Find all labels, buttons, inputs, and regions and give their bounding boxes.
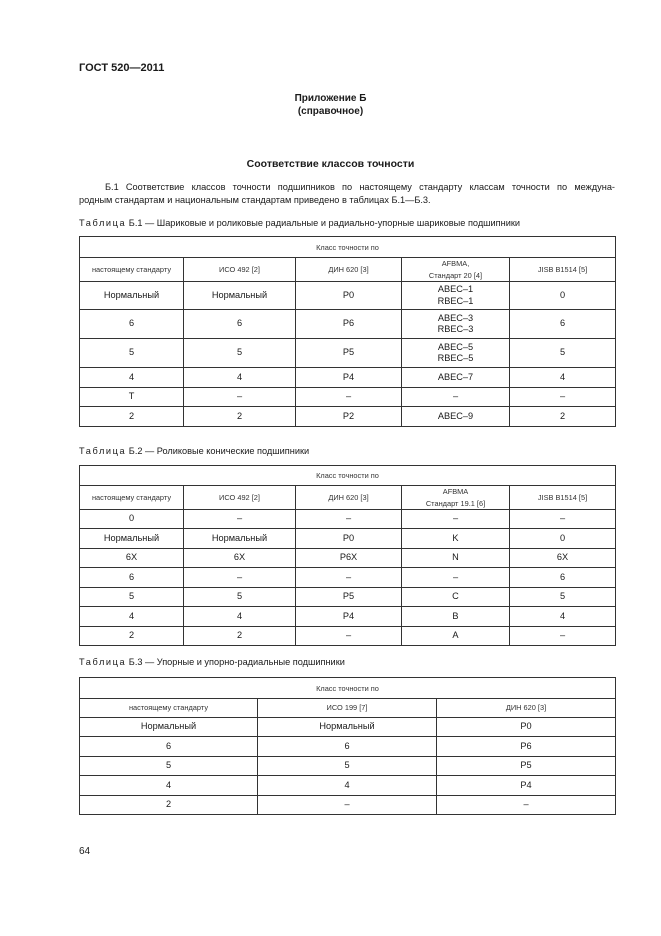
table-row: [80, 718, 616, 737]
cell-text: 5: [128, 591, 135, 602]
cell-text: –: [559, 630, 566, 641]
table-caption-b2: [79, 446, 309, 456]
column-header-text: настоящему стандарту: [91, 264, 172, 274]
cell-text: P6: [342, 318, 355, 329]
table-cell: [296, 339, 402, 368]
table-row: [80, 368, 616, 388]
column-header-text: ИСО 492 [2]: [219, 492, 260, 502]
caption-prefix: Таблица: [79, 218, 127, 228]
table-cell: [296, 510, 402, 529]
table-cell: [80, 549, 184, 568]
cell-text: Нормальный: [211, 532, 268, 543]
cell-text: P2: [342, 410, 355, 421]
column-header: [80, 486, 184, 510]
table-row: [80, 510, 616, 529]
cell-text: C: [452, 591, 459, 602]
table-caption-b1: [79, 218, 520, 228]
cell-text: 2: [128, 630, 135, 641]
table-cell: [296, 588, 402, 607]
table-cell: [80, 529, 184, 549]
table-cell: [184, 339, 296, 368]
column-header-text: Стандарт 19.1 [6]: [425, 498, 486, 508]
cell-text: 2: [559, 410, 566, 421]
cell-text: 4: [559, 610, 566, 621]
cell-text: –: [452, 513, 459, 524]
cell-text: RBEC–1: [437, 295, 474, 306]
table-cell: [510, 568, 616, 588]
table-cell: [296, 310, 402, 339]
table-row: [80, 796, 616, 815]
table-cell: [184, 549, 296, 568]
table-cell: [184, 510, 296, 529]
table-row: [80, 776, 616, 796]
table-cell: [510, 588, 616, 607]
cell-text: P0: [342, 532, 355, 543]
table-cell: [80, 310, 184, 339]
column-header-row: [80, 699, 616, 718]
table-cell: [296, 549, 402, 568]
column-header: [510, 486, 616, 510]
cell-text: 2: [128, 410, 135, 421]
table-cell: [510, 607, 616, 627]
cell-text: 5: [559, 591, 566, 602]
column-header-text: ДИН 620 [3]: [328, 492, 369, 502]
cell-text: 6: [559, 318, 566, 329]
table-cell: [184, 407, 296, 427]
cell-text: A: [452, 630, 459, 641]
column-header: [80, 258, 184, 282]
group-header-cell: Класс точности по: [80, 678, 616, 699]
page-number: 64: [79, 846, 91, 857]
table-cell: [437, 737, 616, 757]
cell-text: 0: [559, 532, 566, 543]
table-cell: [80, 339, 184, 368]
cell-text: 6: [236, 318, 243, 329]
cell-text: Т: [128, 391, 135, 402]
table-row: [80, 588, 616, 607]
cell-text: 6: [559, 571, 566, 582]
table-cell: [296, 388, 402, 407]
column-header-row: [80, 258, 616, 282]
table-cell: [510, 282, 616, 310]
cell-text: Нормальный: [103, 532, 160, 543]
table-cell: [258, 757, 437, 776]
table-cell: [184, 627, 296, 646]
table-row: [80, 627, 616, 646]
cell-text: 6: [165, 740, 172, 751]
table-cell: [80, 718, 258, 737]
table-cell: [402, 568, 510, 588]
cell-text: K: [452, 532, 459, 543]
intro-paragraph: [79, 181, 615, 206]
column-header: [402, 258, 510, 282]
table-cell: [437, 796, 616, 815]
table-cell: [184, 388, 296, 407]
table-cell: [184, 588, 296, 607]
table-row: [80, 568, 616, 588]
table-row: [80, 607, 616, 627]
column-header-text: AFBMA: [442, 487, 469, 496]
table-cell: [402, 549, 510, 568]
table-cell: [402, 339, 510, 368]
cell-text: P4: [342, 610, 355, 621]
table-row: [80, 407, 616, 427]
cell-text: –: [452, 391, 459, 402]
table-row: [80, 737, 616, 757]
cell-text: ABEC–9: [437, 410, 474, 421]
table-cell: [510, 627, 616, 646]
table-row: [80, 310, 616, 339]
table-cell: [80, 510, 184, 529]
cell-text: 4: [236, 610, 243, 621]
cell-text: Нормальный: [319, 721, 375, 732]
table-cell: [510, 310, 616, 339]
cell-text: –: [345, 391, 352, 402]
annex-heading: [0, 92, 661, 118]
cell-text: 4: [236, 371, 243, 382]
cell-text: Нормальный: [103, 289, 160, 300]
column-header-row: [80, 486, 616, 510]
cell-text: 4: [559, 371, 566, 382]
cell-text: P6: [520, 740, 532, 751]
caption-text: Б.1 — Шариковые и роликовые радиальные и радиально-упорные шариковые подшипники: [128, 218, 521, 228]
column-header: [184, 258, 296, 282]
table-cell: [437, 757, 616, 776]
table-cell: [258, 776, 437, 796]
column-header: [184, 486, 296, 510]
table-cell: [296, 627, 402, 646]
table-cell: [402, 388, 510, 407]
cell-text: 0: [128, 513, 135, 524]
annex-title: Приложение Б: [294, 93, 367, 104]
cell-text: –: [559, 513, 566, 524]
cell-text: P4: [342, 371, 355, 382]
cell-text: 6: [128, 571, 135, 582]
table-cell: [258, 796, 437, 815]
table-cell: [184, 368, 296, 388]
table-cell: [510, 388, 616, 407]
table-cell: [184, 529, 296, 549]
column-header-text: AFBMA,: [441, 259, 470, 268]
cell-text: Нормальный: [140, 721, 197, 732]
table-b1: [79, 236, 616, 427]
cell-text: P4: [520, 779, 532, 790]
table-row: [80, 388, 616, 407]
caption-prefix: Таблица: [79, 657, 127, 667]
caption-text: Б.3 — Упорные и упорно-радиальные подшипники: [128, 657, 345, 667]
cell-text: –: [345, 513, 352, 524]
cell-text: ABEC–3: [437, 312, 474, 323]
intro-line-1: Б.1 Соответствие классов точности подшипников по настоящему стандарту классам точности по междуна-: [105, 182, 615, 192]
column-header-text: JISB B1514 [5]: [537, 492, 588, 502]
table-row: [80, 529, 616, 549]
cell-text: –: [236, 513, 243, 524]
table-cell: [296, 368, 402, 388]
table-cell: [402, 529, 510, 549]
cell-text: N: [452, 552, 459, 563]
column-header-text: ДИН 620 [3]: [328, 264, 369, 274]
standard-code: ГОСТ 520—2011: [79, 62, 165, 74]
table-b2: [79, 465, 616, 646]
cell-text: 6: [344, 740, 350, 751]
group-header-cell: Класс точности по: [80, 466, 616, 486]
cell-text: RBEC–5: [437, 353, 474, 363]
table-cell: [437, 718, 616, 737]
cell-text: B: [452, 610, 459, 621]
table-cell: [402, 588, 510, 607]
table-cell: [184, 568, 296, 588]
table-cell: [80, 757, 258, 776]
table-cell: [510, 549, 616, 568]
table-cell: [402, 407, 510, 427]
column-header-text: ИСО 199 [7]: [326, 703, 368, 713]
table-cell: [80, 737, 258, 757]
column-header: [296, 486, 402, 510]
column-header-text: настоящему стандарту: [128, 703, 209, 713]
cell-text: 6X: [556, 552, 569, 563]
table-cell: [437, 776, 616, 796]
table-cell: [80, 627, 184, 646]
table-caption-b3: [79, 657, 345, 667]
cell-text: 5: [165, 760, 172, 771]
column-header: [437, 699, 616, 718]
table-cell: [258, 737, 437, 757]
group-header-row: [80, 466, 616, 486]
column-header-text: ДИН 620 [3]: [505, 703, 547, 713]
table-cell: [402, 368, 510, 388]
table-cell: [296, 529, 402, 549]
cell-text: ABEC–1: [437, 284, 474, 294]
caption-text: Б.2 — Роликовые конические подшипники: [128, 446, 310, 456]
table-cell: [510, 368, 616, 388]
column-header: [510, 258, 616, 282]
table-cell: [510, 407, 616, 427]
cell-text: ABEC–7: [437, 371, 474, 382]
cell-text: –: [344, 799, 350, 810]
table-cell: [510, 339, 616, 368]
column-header-text: ИСО 492 [2]: [219, 264, 260, 274]
table-cell: [402, 510, 510, 529]
column-header-text: настоящему стандарту: [91, 492, 172, 502]
table-cell: [184, 282, 296, 310]
caption-prefix: Таблица: [79, 446, 127, 456]
table-cell: [296, 282, 402, 310]
cell-text: P0: [342, 289, 355, 300]
column-header: [296, 258, 402, 282]
cell-text: 5: [344, 760, 350, 771]
cell-text: 6X: [233, 552, 246, 563]
column-header: [258, 699, 437, 718]
table-cell: [184, 310, 296, 339]
cell-text: –: [452, 571, 459, 582]
table-cell: [510, 510, 616, 529]
table-row: [80, 339, 616, 368]
column-header-text: Стандарт 20 [4]: [428, 270, 483, 280]
table-cell: [402, 310, 510, 339]
cell-text: P5: [520, 760, 532, 771]
table-cell: [296, 407, 402, 427]
cell-text: P0: [520, 721, 532, 732]
table-cell: [258, 718, 437, 737]
table-cell: [80, 282, 184, 310]
cell-text: ABEC–5: [437, 341, 474, 352]
table-cell: [80, 388, 184, 407]
cell-text: 4: [128, 610, 135, 621]
table-cell: [184, 607, 296, 627]
annex-note: (справочное): [297, 106, 364, 117]
cell-text: 5: [236, 591, 243, 602]
table-cell: [80, 776, 258, 796]
cell-text: 5: [236, 347, 243, 358]
cell-text: P5: [342, 347, 355, 358]
table-cell: [402, 627, 510, 646]
table-cell: [80, 368, 184, 388]
cell-text: 4: [128, 371, 135, 382]
cell-text: –: [236, 571, 243, 582]
cell-text: 2: [165, 799, 172, 810]
cell-text: 2: [236, 410, 243, 421]
cell-text: –: [559, 391, 566, 402]
table-row: [80, 549, 616, 568]
cell-text: P5: [342, 591, 355, 602]
cell-text: 6X: [125, 552, 138, 563]
table-cell: [296, 568, 402, 588]
table-b3: [79, 677, 616, 815]
cell-text: 5: [559, 347, 566, 358]
cell-text: –: [345, 571, 352, 582]
column-header-text: JISB B1514 [5]: [537, 264, 588, 274]
intro-line-2: родным стандартам и национальным стандартам приведено в таблицах Б.1—Б.3.: [79, 194, 431, 205]
cell-text: 2: [236, 630, 243, 641]
table-cell: [80, 796, 258, 815]
table-cell: [80, 607, 184, 627]
cell-text: –: [236, 391, 243, 402]
cell-text: 6: [128, 318, 135, 329]
table-row: [80, 282, 616, 310]
cell-text: RBEC–3: [437, 324, 474, 334]
table-cell: [296, 607, 402, 627]
group-header-row: [80, 237, 616, 258]
cell-text: 4: [165, 779, 172, 790]
table-cell: [80, 407, 184, 427]
cell-text: P6X: [339, 552, 358, 563]
cell-text: Нормальный: [211, 289, 268, 300]
column-header: [402, 486, 510, 510]
table-cell: [80, 568, 184, 588]
cell-text: –: [523, 799, 529, 810]
table-cell: [80, 588, 184, 607]
cell-text: 0: [559, 289, 566, 300]
group-header-cell: Класс точности по: [80, 237, 616, 258]
cell-text: 4: [344, 779, 350, 790]
table-cell: [402, 282, 510, 310]
section-title: Соответствие классов точности: [246, 158, 415, 170]
group-header-row: [80, 678, 616, 699]
table-row: [80, 757, 616, 776]
table-cell: [510, 529, 616, 549]
cell-text: –: [345, 630, 352, 641]
cell-text: 5: [128, 347, 135, 358]
column-header: [80, 699, 258, 718]
table-cell: [402, 607, 510, 627]
